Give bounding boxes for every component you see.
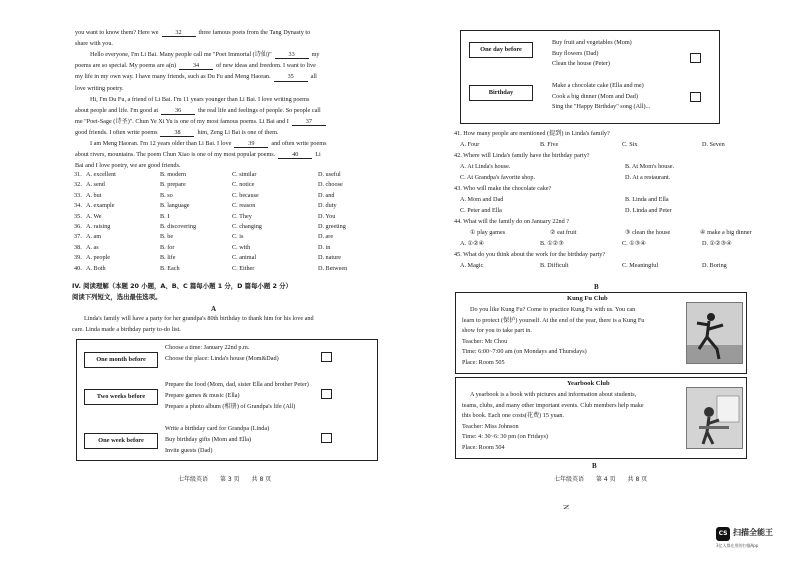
- club-description: learn to protect (保护) yourself. At the end of the year, there is a Kung Fu: [462, 316, 645, 324]
- answer-blank: 40: [278, 151, 312, 159]
- option-choice: A. people: [86, 254, 111, 262]
- passage-line: [75, 40, 113, 47]
- passage-line: [75, 129, 278, 137]
- option-choice: A. but: [86, 191, 102, 199]
- club-place: Place: Room 505: [462, 358, 505, 366]
- todo-period-label: Birthday: [469, 85, 533, 101]
- question-number: 34.: [74, 202, 82, 210]
- option-choice: A. Both: [86, 264, 106, 272]
- club-title: Yearbook Club: [567, 380, 610, 387]
- passage-text: three famous poets from the Tang Dynasty to: [198, 29, 311, 36]
- option-choice: B. prepare: [160, 181, 186, 189]
- club-teacher: Teacher: Mr Chou: [462, 337, 508, 345]
- club-time: Time: 6:00~7:00 am (on Mondays and Thursdays): [462, 348, 587, 355]
- option-choice: C. Either: [232, 264, 255, 272]
- option-choice: C. with: [232, 243, 251, 251]
- club-place: Place: Room 504: [462, 443, 505, 451]
- passage-line: [75, 118, 329, 126]
- passage-label: B: [592, 462, 597, 470]
- todo-checkbox[interactable]: [690, 53, 701, 63]
- question-number: 35.: [74, 212, 82, 220]
- passage-text: Hi, I'm Du Fu, a friend of Li Bai. I'm 11 years younger than Li Bai. I love writing poems: [90, 95, 310, 103]
- todo-item: Clean the house (Peter): [552, 60, 610, 67]
- club-description: Do you like Kung Fu? Come to practice Kung Fu with us. You can: [470, 306, 636, 313]
- todo-item: Buy birthday gifts (Mom and Ella): [165, 436, 252, 443]
- option-choice: C. is: [232, 233, 244, 241]
- todo-item: Choose a time: January 22nd p.m.: [165, 344, 250, 351]
- option-choice: B. language: [160, 202, 190, 210]
- option-choice: A. example: [86, 202, 115, 210]
- todo-item: Cook a big dinner (Mom and Dad): [552, 92, 638, 100]
- option-choice: B. Each: [160, 264, 180, 272]
- scanner-watermark-title: 扫描全能王: [733, 528, 773, 537]
- passage-line: [75, 62, 316, 70]
- option-choice: A. raising: [86, 223, 111, 230]
- option-choice: ② eat fruit: [550, 229, 577, 236]
- club-description: A yearbook is a book with pictures and information about students,: [470, 391, 637, 398]
- scanner-logo-icon: CS: [716, 527, 730, 541]
- option-choice: B. Linda and Ella: [625, 196, 669, 203]
- club-time: Time: 4: 30~6: 30 pm (on Fridays): [462, 433, 548, 440]
- passage-text: my: [311, 51, 320, 59]
- question-number: 40.: [74, 264, 82, 272]
- option-choice: C. Peter and Ella: [460, 207, 502, 214]
- option-choice: C. similar: [232, 171, 257, 178]
- option-choice: C. notice: [232, 181, 255, 189]
- option-choice: A. Four: [460, 141, 480, 148]
- option-choice: B. I: [160, 212, 170, 220]
- todo-checkbox[interactable]: [321, 352, 332, 362]
- page-footer: 七年级英语 第 4 页 共 8 页: [554, 476, 648, 483]
- todo-item: Prepare games & music (Ella): [165, 392, 240, 399]
- option-choice: B. so: [160, 191, 173, 199]
- passage-text: about rivers, mountains. The poem Chun Xiao is one of my most popular poems.: [75, 151, 276, 159]
- question-number: 31.: [74, 171, 82, 178]
- passage-label: A: [211, 305, 217, 313]
- passage-text: and often write poems: [271, 140, 327, 147]
- option-choice: D. in: [318, 243, 331, 251]
- option-choice: A. Magic: [460, 262, 484, 269]
- todo-period-label: One month before: [84, 352, 158, 368]
- page-footer: 七年级英语 第 3 页 共 8 页: [178, 476, 272, 483]
- todo-checkbox[interactable]: [321, 433, 332, 443]
- option-choice: C. They: [232, 212, 252, 220]
- question-number: 36.: [74, 223, 82, 230]
- passage-intro: care. Linda made a birthday party to-do list.: [72, 326, 181, 333]
- option-choice: ① play games: [470, 229, 506, 236]
- answer-blank: 38: [160, 129, 194, 137]
- passage-line: [75, 162, 180, 169]
- passage-line: [75, 85, 124, 92]
- option-choice: B. At Mom's house.: [625, 163, 675, 170]
- todo-item: Make a chocolate cake (Ella and me): [552, 82, 644, 89]
- question-text: 43. Who will make the chocolate cake?: [454, 185, 552, 192]
- passage-text: you want to know them? Here we: [75, 29, 159, 36]
- answer-blank: 32: [162, 29, 196, 37]
- answer-blank: 37: [292, 118, 326, 126]
- option-choice: D. and: [318, 191, 335, 199]
- yearbook-photo: [686, 387, 743, 449]
- option-choice: D. Between: [318, 264, 348, 272]
- option-choice: A. am: [86, 233, 102, 241]
- answer-blank: 33: [275, 51, 309, 59]
- option-choice: B. ①②③: [540, 240, 564, 247]
- option-choice: D. Seven: [702, 141, 725, 148]
- option-choice: C. animal: [232, 254, 257, 262]
- kungfu-photo: [686, 302, 743, 364]
- option-choice: A. ①②④: [460, 240, 485, 247]
- option-choice: D. nature: [318, 254, 342, 262]
- section-title: IV. 阅读理解（本题 20 小题，A、B、C 篇每小题 1 分，D 篇每小题 2 分）: [72, 282, 292, 290]
- club-description: this book. Each one costs(花费) 15 yuan.: [462, 412, 565, 419]
- todo-period-label: One day before: [469, 42, 533, 58]
- option-choice: D. Boring: [702, 262, 727, 269]
- club-description: teams, clubs, and many other important events. Club members help make: [462, 401, 644, 409]
- passage-text: of new ideas and freedom. I want to live: [216, 62, 316, 70]
- option-choice: ③ clean the house: [625, 229, 671, 236]
- option-choice: D. At a restaurant.: [625, 174, 671, 181]
- question-number: 39.: [74, 254, 82, 262]
- option-choice: C. ①③④: [622, 240, 646, 247]
- club-title: Kung Fu Club: [567, 295, 608, 302]
- option-choice: A. excellent: [86, 171, 116, 178]
- scanner-watermark-subtitle: 3亿人都在用的扫描App: [716, 543, 759, 548]
- option-choice: D. greeting: [318, 223, 346, 230]
- option-choice: A. send: [86, 181, 105, 189]
- club-teacher: Teacher: Miss Johnson: [462, 422, 519, 430]
- option-choice: A. as: [86, 243, 99, 251]
- passage-text: share with you.: [75, 40, 113, 48]
- option-choice: B. Difficult: [540, 262, 569, 269]
- option-choice: D. ①②③④: [702, 240, 732, 247]
- question-number: 37.: [74, 233, 82, 241]
- todo-item: Write a birthday card for Grandpa (Linda): [165, 425, 270, 432]
- option-choice: D. useful: [318, 171, 341, 178]
- question-text: 44. What will the family do on January 22nd ?: [454, 218, 570, 225]
- option-choice: C. Meaningful: [622, 262, 659, 269]
- passage-text: me "Poet-Sage (诗圣)". Chun Ye Xi Yu is one of my most famous poems. Li Bai and I: [75, 117, 289, 125]
- passage-text: love writing poetry.: [75, 84, 124, 92]
- todo-period-label: One week before: [84, 433, 158, 449]
- option-choice: D. are: [318, 233, 334, 241]
- option-choice: B. life: [160, 254, 176, 262]
- club-description: show for you to take part in.: [462, 327, 532, 334]
- passage-line: [90, 51, 320, 59]
- todo-item: Prepare the food (Mom, dad, sister Ella and brother Peter): [165, 381, 309, 388]
- option-choice: ④ make a big dinner: [700, 229, 752, 236]
- option-choice: A. Mom and Dad: [460, 196, 504, 203]
- passage-text: good friends. I often write poems: [75, 128, 158, 136]
- option-choice: B. for: [160, 243, 175, 251]
- passage-text: the real life and feelings of people. So people call: [198, 106, 321, 114]
- answer-blank: 39: [234, 140, 268, 148]
- answer-blank: 36: [161, 107, 195, 115]
- passage-line: [90, 140, 326, 148]
- option-choice: B. modern: [160, 171, 187, 178]
- passage-line: [75, 73, 317, 81]
- todo-item: Choose the place: Linda's house (Mom&Dad): [165, 355, 279, 362]
- option-choice: D. duty: [318, 202, 337, 210]
- question-text: 45. What do you think about the work for the birthday party?: [454, 251, 606, 258]
- passage-text: him, Zeng Li Bai is one of them.: [197, 128, 279, 136]
- option-choice: A. We: [86, 212, 102, 220]
- passage-line: [75, 151, 321, 159]
- passage-line: [90, 96, 309, 103]
- passage-intro: Linda's family will have a party for her grandpa's 80th birthday to thank him for his love and: [84, 315, 314, 322]
- question-number: 38.: [74, 243, 82, 251]
- option-choice: B. discovering: [160, 223, 197, 230]
- passage-text: all: [310, 73, 317, 81]
- option-choice: C. changing: [232, 223, 262, 230]
- todo-checkbox[interactable]: [690, 92, 701, 102]
- question-number: 33.: [74, 191, 82, 199]
- question-text: 41. How many people are mentioned (提到) in Linda's family?: [454, 130, 610, 137]
- todo-item: Buy fruit and vegetables (Mom): [552, 39, 632, 46]
- option-choice: B. Five: [540, 141, 559, 148]
- answer-blank: 35: [274, 73, 308, 81]
- section-instruction: 阅读下列短文，选出最佳选项。: [72, 293, 162, 301]
- option-choice: C. because: [232, 191, 259, 199]
- passage-text: poems are so special. My poems are a(n): [75, 62, 177, 70]
- todo-checkbox[interactable]: [321, 389, 332, 399]
- passage-text: about people and life. I'm good at: [75, 106, 159, 114]
- todo-period-label: Two weeks before: [84, 389, 158, 405]
- question-number: 32.: [74, 181, 82, 189]
- passage-line: [75, 107, 321, 115]
- option-choice: D. You: [318, 212, 336, 220]
- passage-label: B: [594, 283, 599, 291]
- question-text: 42. Where will Linda's family have the birthday party?: [454, 152, 590, 159]
- answer-blank: 34: [179, 62, 213, 70]
- option-choice: A. At Linda's house.: [460, 163, 511, 170]
- option-choice: C. reason: [232, 202, 256, 210]
- todo-item: Invite guests (Dad): [165, 447, 213, 454]
- option-choice: D. choose: [318, 181, 343, 189]
- option-choice: C. Six: [622, 141, 638, 148]
- option-choice: D. Linda and Peter: [625, 207, 672, 214]
- passage-text: Bai and I love poetry, we are good friends.: [75, 162, 181, 170]
- todo-item: Prepare a photo album (相册) of Grandpa's life (All): [165, 403, 296, 410]
- passage-text: Li: [315, 151, 321, 159]
- stray-mark: N: [561, 504, 570, 510]
- todo-item: Sing the "Happy Birthday" song (All)...: [552, 103, 651, 110]
- option-choice: B. be: [160, 233, 174, 241]
- passage-text: I am Meng Haoran. I'm 12 years older than Li Bai. I love: [90, 140, 232, 147]
- option-choice: C. At Grandpa's favorite shop.: [460, 174, 536, 181]
- passage-line: [75, 29, 310, 37]
- passage-text: my life in my own way. I have many friends, such as Du Fu and Meng Haoran.: [75, 73, 271, 81]
- todo-item: Buy flowers (Dad): [552, 49, 599, 57]
- passage-text: Hello everyone, I'm Li Bai. Many people call me "Poet Immortal (诗仙)": [90, 51, 272, 59]
